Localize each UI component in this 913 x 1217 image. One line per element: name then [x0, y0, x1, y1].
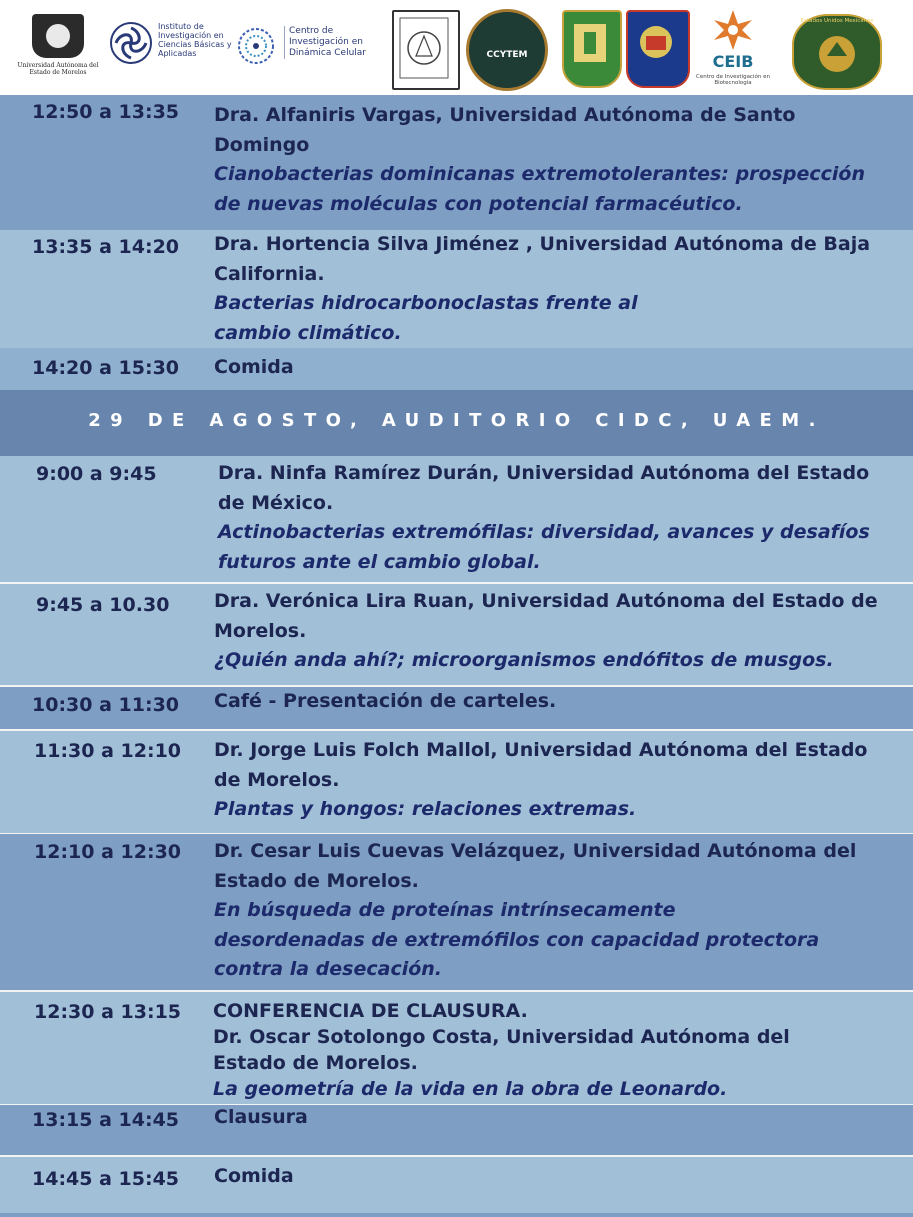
uaem-logo	[12, 14, 104, 78]
speaker-name: Dra. Alfaniris Vargas, Universidad Autónoma de Santo Domingo	[214, 104, 796, 156]
schedule-row	[0, 584, 913, 685]
talk-title: Cianobacterias dominicanas extremotolerantes: prospección de nuevas moléculas con potencial farmacéutico.	[214, 163, 866, 215]
session-details	[214, 101, 895, 219]
cell-dots-icon	[236, 26, 276, 66]
speaker-name: Dra. Ninfa Ramírez Durán, Universidad Autónoma del Estado de México.	[218, 462, 870, 514]
session-time: 11:30 a 12:10	[34, 740, 182, 762]
session-time: 14:20 a 15:30	[32, 357, 180, 379]
schedule-row	[0, 230, 913, 348]
blue-shield-icon	[626, 10, 690, 88]
session-details	[214, 687, 895, 717]
session-details	[214, 837, 895, 985]
session-time: 10:30 a 11:30	[32, 694, 180, 716]
schedule-row	[0, 348, 913, 390]
session-time: 13:35 a 14:20	[32, 236, 180, 258]
session-details	[218, 459, 895, 577]
closing-heading: CONFERENCIA DE CLAUSURA.	[213, 1000, 528, 1022]
session-label: Comida	[214, 356, 294, 378]
bottom-strip	[0, 1213, 913, 1217]
uaem-logo-label: Universidad Autónoma del Estado de Morelos	[17, 62, 99, 76]
schedule-row	[0, 1157, 913, 1213]
session-time: 12:10 a 12:30	[34, 841, 182, 863]
session-label: Comida	[214, 1165, 294, 1187]
schedule-row	[0, 834, 913, 990]
icbya-logo-label: Instituto de Investigación en Ciencias Básicas y Aplicadas	[158, 22, 232, 58]
mexico-seal-label: Estados Unidos Mexicanos	[800, 18, 874, 24]
schedule-row	[0, 992, 913, 1104]
talk-title: ¿Quién anda ahí?; microorganismos endófitos de musgos.	[214, 649, 834, 671]
session-details	[214, 1162, 895, 1192]
session-time: 14:45 a 15:45	[32, 1168, 180, 1190]
schedule-row	[0, 1105, 913, 1155]
talk-title: Plantas y hongos: relaciones extremas.	[214, 798, 637, 820]
schedule-row	[0, 456, 913, 582]
talk-title: La geometría de la vida en la obra de Leonardo.	[213, 1078, 728, 1100]
ceib-logo	[694, 8, 772, 88]
talk-title: Bacterias hidrocarbonoclastas frente al cambio climático.	[214, 292, 638, 344]
session-details	[214, 1103, 895, 1133]
day-banner	[0, 390, 913, 456]
ccytem-logo	[466, 9, 548, 91]
session-time: 12:30 a 13:15	[34, 1001, 182, 1023]
uaem-crest-icon	[32, 14, 84, 58]
session-label: Café - Presentación de carteles.	[214, 690, 557, 712]
schedule-row	[0, 731, 913, 833]
university-seal-icon	[392, 10, 460, 90]
session-details	[214, 230, 895, 348]
session-details	[213, 998, 895, 1102]
mexico-seal	[792, 14, 882, 90]
logo-header	[0, 0, 913, 95]
session-time: 13:15 a 14:45	[32, 1109, 180, 1131]
ceib-logo-label: CEIB	[712, 52, 754, 71]
speaker-name: Dra. Verónica Lira Ruan, Universidad Autónoma del Estado de Morelos.	[214, 590, 878, 642]
session-time: 9:00 a 9:45	[36, 463, 157, 485]
session-time: 9:45 a 10.30	[36, 594, 170, 616]
talk-title: En búsqueda de proteínas intrínsecamente desordenadas de extremófilos con capacidad protectora contra la desecación.	[214, 899, 820, 980]
schedule-row	[0, 687, 913, 729]
cidc-logo-label: Centro de Investigación en Dinámica Celular	[284, 26, 393, 59]
speaker-name: Dra. Hortencia Silva Jiménez , Universidad Autónoma de Baja California.	[214, 233, 871, 285]
spiral-icon	[108, 20, 154, 66]
schedule-row	[0, 95, 913, 230]
speaker-name: Dr. Oscar Sotolongo Costa, Universidad Autónoma del Estado de Morelos.	[213, 1026, 790, 1074]
session-label: Clausura	[214, 1106, 308, 1128]
speaker-name: Dr. Jorge Luis Folch Mallol, Universidad Autónoma del Estado de Morelos.	[214, 739, 868, 791]
day-banner-text: 29 DE AGOSTO, AUDITORIO CIDC, UAEM.	[88, 410, 825, 431]
speaker-name: Dr. Cesar Luis Cuevas Velázquez, Universidad Autónoma del Estado de Morelos.	[214, 840, 857, 892]
session-details	[214, 353, 895, 383]
session-details	[214, 587, 895, 676]
ceib-star-icon	[694, 8, 772, 52]
cidc-logo	[236, 22, 386, 68]
session-time: 12:50 a 13:35	[32, 101, 180, 123]
green-shield-icon	[562, 10, 622, 88]
ccytem-logo-label: CCYTEM	[486, 50, 528, 60]
icbya-logo	[108, 18, 238, 72]
talk-title: Actinobacterias extremófilas: diversidad, avances y desafíos futuros ante el cambio global.	[218, 521, 870, 573]
session-details	[214, 736, 895, 825]
ceib-logo-sub: Centro de Investigación en Biotecnología	[696, 74, 770, 86]
